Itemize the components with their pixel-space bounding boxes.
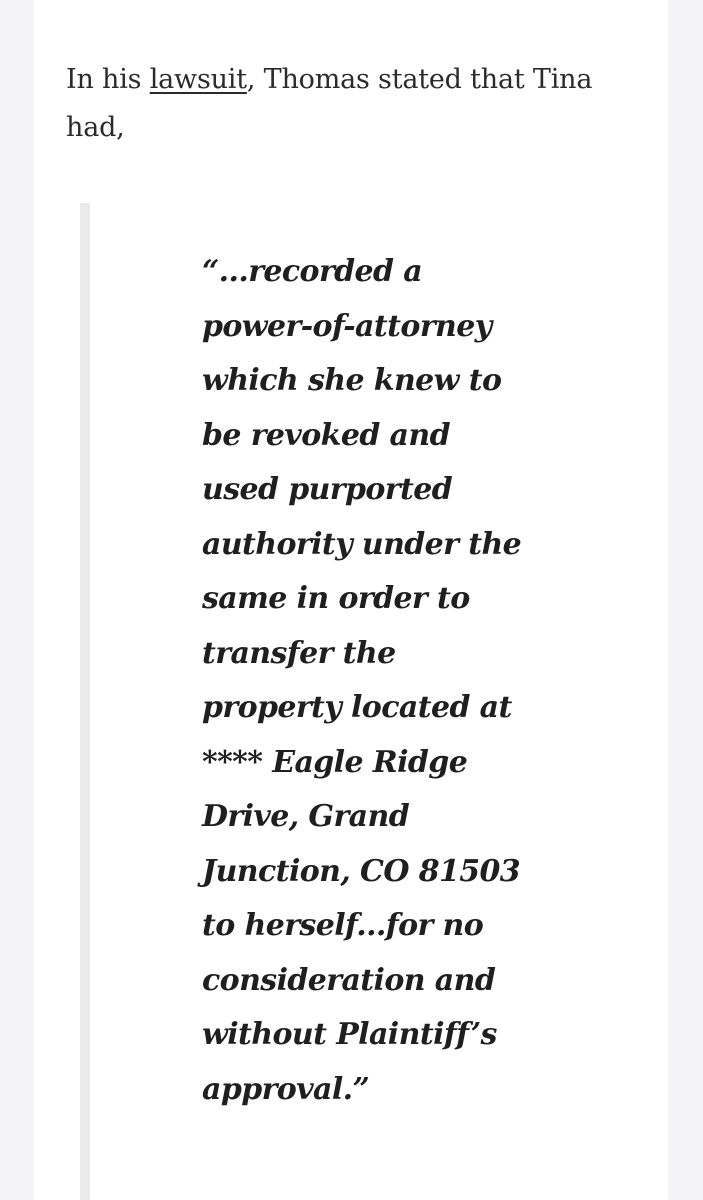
quote-line: consideration and [202,962,496,998]
quote-line: to herself...for no [202,908,484,943]
quote-line: without Plaintiff’s [202,1017,497,1052]
quote-line: Junction, CO 81503 [202,853,521,889]
quote-line: same in order to [202,581,470,616]
quote-line: property located at [202,690,512,725]
quote-line: approval.” [202,1071,370,1107]
quote-line: **** Eagle Ridge [202,744,468,780]
quote-line: be revoked and [202,417,450,453]
quote-line: authority under the [202,526,522,562]
quote-line: used purported [202,472,453,507]
blockquote-bar [80,203,90,1200]
quote-line: Drive, Grand [202,799,410,834]
intro-prefix: In his [66,64,150,95]
quote-line: “...recorded a [202,254,423,289]
blockquote [80,203,634,1200]
lawsuit-link[interactable]: lawsuit [149,64,247,95]
quote-line: transfer the [202,635,396,671]
intro-suffix: , Thomas stated that Tina had, [66,64,593,143]
intro-paragraph [66,56,636,152]
quote-text [202,245,522,1117]
quote-line: power-of-attorney [202,308,492,344]
quote-line: which she knew to [202,363,502,398]
